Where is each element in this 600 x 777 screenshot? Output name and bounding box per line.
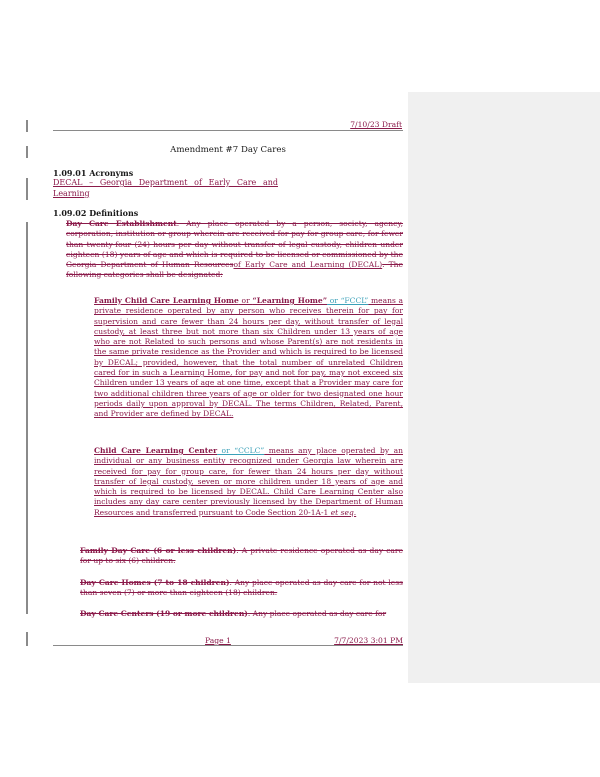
definition-fccl: Family Child Care Learning Home or “Learning Home” or “FCCL” means a private residence operated by any person who receives therein for pay for supervision and care fewer than 24 hours per day, without transfer of legal custody, at least three but not more than six Children under 13 years of age who are not Related to such persons and whose Parent(s) are not residents in the same private residence as the Provider and which is required to be licensed by DECAL; provided, however, that the total number of unrelated Children cared for in such a Learning Home, for pay and not for pay, may not exceed six Children under 13 years of age at one time, except that a Provider may care for two additional children three years of age or older for two designated one hour periods daily upon approval by DECAL. The terms Children, Related, Parent, and Provider are defined by DECAL. xyxy=(94,296,404,419)
header-rule xyxy=(53,130,403,131)
section-heading-definitions: 1.09.02 Definitions xyxy=(53,208,139,218)
draft-label: 7/10/23 Draft xyxy=(350,120,402,129)
definition-day-care-establishment: Day Care Establishment. Any place operated by a person, society, agency, corporation, institution or group wherein are received for pay for group care, for fewer than twenty-four (24) hours per day without transfer of legal custody, children under eighteen (18) years of age and which is required to be licensed or commissioned by the Georgia Department of Human Resourcesof Early Care and Learning (DECAL). The following categories shall be designated: xyxy=(66,219,403,280)
footer-rule xyxy=(53,645,403,646)
document-title: Amendment #7 Day Cares xyxy=(170,145,286,155)
change-bar xyxy=(26,146,28,158)
term: Child Care Learning Center xyxy=(94,446,218,455)
term: Family Child Care Learning Home xyxy=(94,296,239,305)
deleted-category-day-care-homes: Day Care Homes (7 to 18 children). Any place operated as day care for not less than seven (7) or more than eighteen (18) children. xyxy=(80,578,403,598)
deleted-category-family-day-care: Family Day Care (6 or less children). A private residence operated as day care for up to six (6) children. xyxy=(80,546,404,566)
definition-cclc: Child Care Learning Center or “CCLC” means any place operated by an individual or any business entity recognized under Georgia law wherein are received for pay for group care, for fewer than 24 hours per day without transfer of legal custody, seven or more children under 18 years of age and which is required to be licensed by DECAL. Child Care Learning Center also includes any day care center previously licensed by the Department of Human Resources and transferred pursuant to Code Section 20-1A-1 et seq. xyxy=(94,446,403,517)
change-bar xyxy=(26,632,28,646)
section-heading-acronyms: 1.09.01 Acronyms xyxy=(53,168,134,178)
term: Day Care Establishment xyxy=(66,219,177,228)
acronym-decal: DECAL – Georgia Department of Early Care and Learning xyxy=(53,178,278,198)
page-number: Page 1 xyxy=(205,636,231,645)
deleted-category-day-care-centers: Day Care Centers (19 or more children). Any place operated as day care for xyxy=(80,609,387,618)
change-bar xyxy=(26,120,28,132)
footer-timestamp: 7/7/2023 3:01 PM xyxy=(334,636,403,645)
markup-pane xyxy=(408,92,600,683)
change-bar xyxy=(26,222,28,614)
change-bar xyxy=(26,178,28,200)
